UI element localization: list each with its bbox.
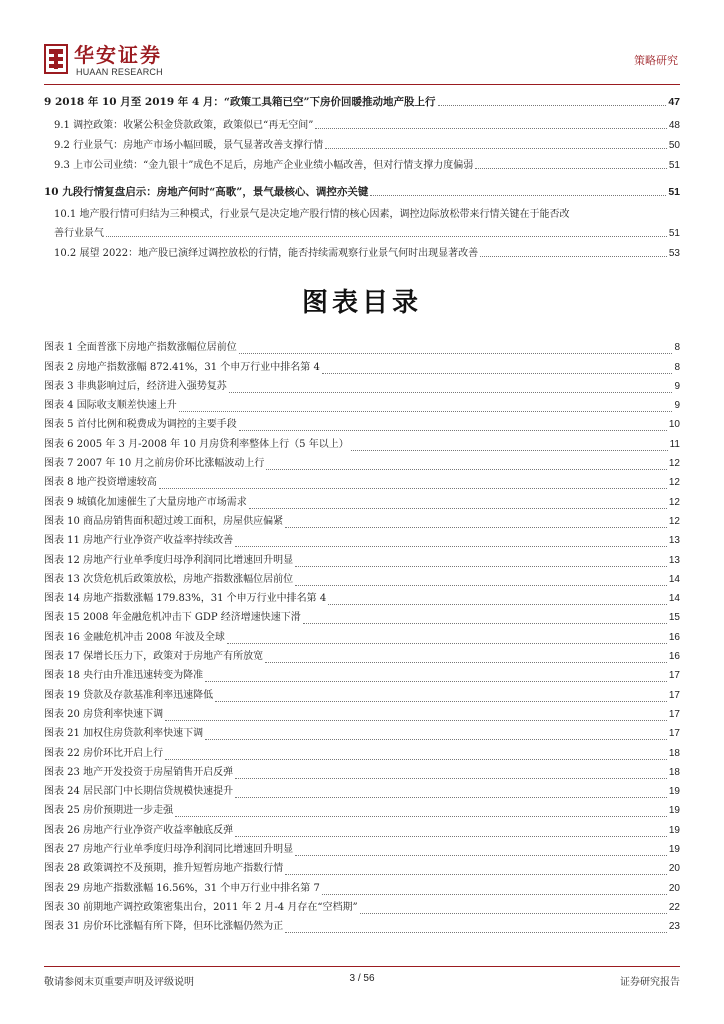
figures-title: 图表目录 — [301, 288, 422, 318]
toc-entry[interactable]: 9 2018 年 10 月至 2019 年 4 月：“政策工具箱已空”下房价回暖推动地产股上行 47 — [44, 96, 680, 108]
toc-entry[interactable]: 10.1 地产股行情可归结为三种模式，行业景气是决定地产股行情的核心因素，调控边际放松带来行情关键在于能否改 — [54, 209, 570, 220]
table-of-contents — [44, 88, 680, 260]
figure-entry[interactable]: 图表 15 2008 年金融危机冲击下 GDP 经济增速快速下滑 15 — [44, 612, 680, 624]
figure-entry[interactable]: 图表 17 保增长压力下，政策对于房地产有所放宽 16 — [44, 651, 680, 663]
figure-entry[interactable]: 图表 1 全面普涨下房地产指数涨幅位居前位 8 — [44, 342, 680, 354]
footer-divider — [44, 966, 680, 967]
figure-entry[interactable]: 图表 31 房价环比涨幅有所下降，但环比涨幅仍然为正 23 — [44, 921, 680, 933]
figure-entry[interactable]: 图表 29 房地产指数涨幅 16.56%，31 个申万行业中排名第 7 20 — [44, 882, 680, 894]
figure-entry[interactable]: 图表 21 加权住房贷款利率快速下调 17 — [44, 728, 680, 740]
report-type: 证券研究报告 — [620, 977, 680, 988]
figure-entry[interactable]: 图表 4 国际收支顺差快速上升 9 — [44, 400, 680, 412]
toc-entry[interactable]: 9.3 上市公司业绩：“金九银十”成色不足后，房地产企业业绩小幅改善，但对行情支撑力度偏弱 51 — [54, 160, 680, 171]
footer-disclaimer: 敬请参阅末页重要声明及评级说明 — [44, 977, 194, 988]
figure-entry[interactable]: 图表 23 地产开发投资于房屋销售开启反弹 18 — [44, 766, 680, 778]
figure-entry[interactable]: 图表 18 央行由升准迅速转变为降准 17 — [44, 670, 680, 682]
toc-entry[interactable]: 10 九段行情复盘启示：房地产何时“高歌”，景气最核心、调控亦关键 51 — [44, 186, 680, 198]
figure-entry[interactable]: 图表 19 贷款及存款基准利率迅速降低 17 — [44, 689, 680, 701]
figure-entry[interactable]: 图表 16 金融危机冲击 2008 年波及全球 16 — [44, 631, 680, 643]
figure-entry[interactable]: 图表 26 房地产行业净资产收益率触底反弹 19 — [44, 824, 680, 836]
figure-entry[interactable]: 图表 24 居民部门中长期信贷规模快速提升 19 — [44, 786, 680, 798]
logo-seal-icon — [44, 44, 68, 74]
figure-entry[interactable]: 图表 10 商品房销售面积超过竣工面积，房屋供应偏紧 12 — [44, 515, 680, 527]
figure-entry[interactable]: 图表 5 首付比例和税费成为调控的主要手段 10 — [44, 419, 680, 431]
section-label: 策略研究 — [634, 54, 678, 67]
figure-entry[interactable]: 图表 28 政策调控不及预期，推升短暂房地产指数行情 20 — [44, 863, 680, 875]
figure-entry[interactable]: 图表 2 房地产指数涨幅 872.41%，31 个申万行业中排名第 4 8 — [44, 361, 680, 373]
figure-entry[interactable]: 图表 22 房价环比开启上行 18 — [44, 747, 680, 759]
figure-entry[interactable]: 图表 3 非典影响过后，经济进入强势复苏 9 — [44, 380, 680, 392]
toc-entry[interactable]: 9.2 行业景气：房地产市场小幅回暖，景气显著改善支撑行情 50 — [54, 140, 680, 151]
logo-text: 华安证券 — [74, 43, 162, 67]
toc-entry[interactable]: 善行业景气 51 — [54, 228, 680, 239]
figure-entry[interactable]: 图表 7 2007 年 10 月之前房价环比涨幅波动上行 12 — [44, 458, 680, 470]
figure-entry[interactable]: 图表 12 房地产行业单季度归母净利润同比增速回升明显 13 — [44, 554, 680, 566]
page-number: 3 / 56 — [349, 973, 375, 984]
figure-entry[interactable]: 图表 25 房价预期进一步走强 19 — [44, 805, 680, 817]
figure-list — [44, 338, 680, 936]
header-divider — [44, 84, 680, 85]
figure-entry[interactable]: 图表 8 地产投资增速较高 12 — [44, 477, 680, 489]
logo-subtitle: HUAAN RESEARCH — [76, 67, 163, 77]
figure-entry[interactable]: 图表 11 房地产行业净资产收益率持续改善 13 — [44, 535, 680, 547]
toc-entry[interactable]: 9.1 调控政策：收紧公积金贷款政策，政策似已“再无空间” 48 — [54, 120, 680, 131]
figure-entry[interactable]: 图表 6 2005 年 3 月-2008 年 10 月房贷利率整体上行（5 年以上） 11 — [44, 438, 680, 450]
page-header — [44, 44, 680, 84]
figure-entry[interactable]: 图表 20 房贷利率快速下调 17 — [44, 708, 680, 720]
toc-entry[interactable]: 10.2 展望 2022：地产股已演绎过调控放松的行情，能否持续需观察行业景气何时出现显著改善 53 — [54, 248, 680, 259]
figure-entry[interactable]: 图表 13 次贷危机后政策放松，房地产指数涨幅位居前位 14 — [44, 573, 680, 585]
figure-entry[interactable]: 图表 27 房地产行业单季度归母净利润同比增速回升明显 19 — [44, 844, 680, 856]
figure-entry[interactable]: 图表 30 前期地产调控政策密集出台，2011 年 2 月-4 月存在“空档期” 22 — [44, 901, 680, 913]
figure-entry[interactable]: 图表 9 城镇化加速催生了大量房地产市场需求 12 — [44, 496, 680, 508]
figure-entry[interactable]: 图表 14 房地产指数涨幅 179.83%，31 个申万行业中排名第 4 14 — [44, 593, 680, 605]
